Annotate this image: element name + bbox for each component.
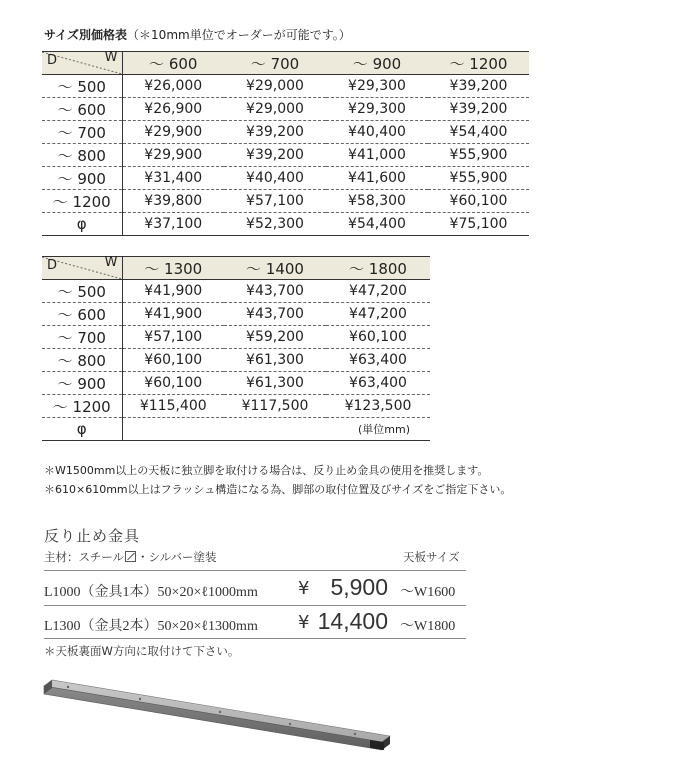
price-cell: ¥60,100 [428, 190, 529, 213]
row-label: ～ 500 [42, 75, 122, 98]
corner-w-label: W [104, 50, 118, 65]
price-cell: ¥29,900 [122, 144, 224, 167]
table-row [42, 213, 529, 236]
unit-label: (単位mm) [122, 418, 430, 441]
price-table-1 [42, 51, 529, 236]
corner-w-label: W [104, 255, 118, 270]
row-label: ～ 700 [42, 326, 122, 349]
note-line: ＊W1500mm以上の天板に独立脚を取付ける場合は、反り止め金具の使用を推奨します。 [44, 464, 489, 477]
table-row [42, 303, 430, 326]
corner-d-label: D [47, 53, 58, 68]
price-cell: ¥57,100 [122, 326, 224, 349]
row-label: ～ 1200 [42, 190, 122, 213]
table-notes [44, 461, 511, 499]
price-cell: ¥29,000 [224, 98, 326, 121]
price-cell: ¥54,400 [428, 121, 529, 144]
row-label: ～ 500 [42, 280, 122, 303]
price-cell: ¥58,300 [326, 190, 428, 213]
price-cell: ¥63,400 [326, 372, 430, 395]
price-cell: ¥60,100 [326, 326, 430, 349]
price-cell: ¥47,200 [326, 303, 430, 326]
table-row [42, 418, 430, 441]
row-label: ～ 800 [42, 144, 122, 167]
price-cell: ¥26,900 [122, 98, 224, 121]
product-board-size: ～W1600 [400, 585, 456, 600]
price-cell: ¥41,900 [122, 280, 224, 303]
table-row [42, 349, 430, 372]
price-cell: ¥60,100 [122, 372, 224, 395]
price-cell: ¥29,300 [326, 75, 428, 98]
row-label: ～ 1200 [42, 395, 122, 418]
price-cell: ¥39,200 [428, 75, 529, 98]
table1-corner [42, 52, 122, 75]
price-table-2 [42, 256, 430, 441]
material-text: 主材：スチール [44, 550, 125, 564]
table-row [42, 75, 529, 98]
corner-d-label: D [47, 258, 58, 273]
product-price: 5,900 [330, 574, 388, 600]
price-cell: ¥29,900 [122, 121, 224, 144]
price-cell: ¥26,000 [122, 75, 224, 98]
title-main: サイズ別価格表 [44, 28, 128, 42]
price-cell: ¥41,000 [326, 144, 428, 167]
price-cell: ¥55,900 [428, 167, 529, 190]
price-cell: ¥54,400 [326, 213, 428, 236]
row-label: ～ 900 [42, 372, 122, 395]
row-label: ～ 900 [42, 167, 122, 190]
price-cell: ¥61,300 [224, 349, 326, 372]
table-row [42, 280, 430, 303]
mounting-note: ＊天板裏面W方向に取付けて下さい。 [44, 644, 240, 658]
price-cell: ¥41,900 [122, 303, 224, 326]
price-table-title [44, 26, 351, 43]
row-label: ～ 700 [42, 121, 122, 144]
bracket-heading: 反り止め金具 [44, 527, 141, 545]
price-cell: ¥29,000 [224, 75, 326, 98]
price-cell: ¥75,100 [428, 213, 529, 236]
price-cell: ¥59,200 [224, 326, 326, 349]
price-cell: ¥40,400 [326, 121, 428, 144]
table-row [42, 190, 529, 213]
slash-box-icon [125, 551, 136, 562]
row-label: ～ 600 [42, 98, 122, 121]
title-note: （＊10mm単位でオーダーが可能です。） [127, 28, 351, 42]
price-cell: ¥115,400 [122, 395, 224, 418]
product-name: L1300（金具2本）50×20×ℓ1300mm [44, 619, 258, 634]
table2-header-1400: ～ 1400 [224, 257, 326, 280]
price-cell: ¥37,100 [122, 213, 224, 236]
table-row [42, 395, 430, 418]
price-cell: ¥31,400 [122, 167, 224, 190]
table-row [42, 144, 529, 167]
divider [44, 605, 466, 606]
price-cell: ¥55,900 [428, 144, 529, 167]
table2-corner [42, 257, 122, 280]
board-size-header: 天板サイズ [403, 550, 460, 564]
price-cell: ¥63,400 [326, 349, 430, 372]
bracket-product-image [40, 676, 400, 760]
table-row [42, 98, 529, 121]
row-label-round: φ [42, 418, 122, 441]
price-cell: ¥39,200 [224, 144, 326, 167]
note-line: ＊610×610mm以上はフラッシュ構造になる為、脚部の取付位置及びサイズをご指定下さい。 [44, 483, 512, 496]
table1-header-700: ～ 700 [224, 52, 326, 75]
price-cell: ¥60,100 [122, 349, 224, 372]
price-cell: ¥29,300 [326, 98, 428, 121]
product-name: L1000（金具1本）50×20×ℓ1000mm [44, 585, 258, 600]
price-cell: ¥40,400 [224, 167, 326, 190]
table1-header-600: ～ 600 [122, 52, 224, 75]
row-label-round: φ [42, 213, 122, 236]
table2-header-1800: ～ 1800 [326, 257, 430, 280]
price-cell: ¥123,500 [326, 395, 430, 418]
price-cell: ¥39,200 [224, 121, 326, 144]
table-row [42, 121, 529, 144]
price-cell: ¥61,300 [224, 372, 326, 395]
table-row [42, 372, 430, 395]
bracket-product-row [44, 607, 466, 637]
price-cell: ¥41,600 [326, 167, 428, 190]
bracket-material [44, 549, 216, 565]
price-cell: ¥57,100 [224, 190, 326, 213]
material-finish: ・シルバー塗装 [137, 550, 217, 564]
row-label: ～ 600 [42, 303, 122, 326]
row-label: ～ 800 [42, 349, 122, 372]
yen-symbol: ¥ [298, 578, 310, 599]
table-row [42, 326, 430, 349]
price-cell: ¥52,300 [224, 213, 326, 236]
divider [44, 570, 466, 571]
divider [44, 638, 466, 639]
table1-header-900: ～ 900 [326, 52, 428, 75]
product-board-size: ～W1800 [400, 619, 456, 634]
yen-symbol: ¥ [298, 612, 310, 633]
price-cell: ¥39,200 [428, 98, 529, 121]
price-cell: ¥43,700 [224, 280, 326, 303]
table-row [42, 167, 529, 190]
price-cell: ¥39,800 [122, 190, 224, 213]
table1-header-1200: ～ 1200 [428, 52, 529, 75]
table2-header-1300: ～ 1300 [122, 257, 224, 280]
product-price: 14,400 [317, 608, 388, 634]
price-cell: ¥43,700 [224, 303, 326, 326]
price-cell: ¥117,500 [224, 395, 326, 418]
bracket-product-row [44, 573, 466, 603]
price-cell: ¥47,200 [326, 280, 430, 303]
